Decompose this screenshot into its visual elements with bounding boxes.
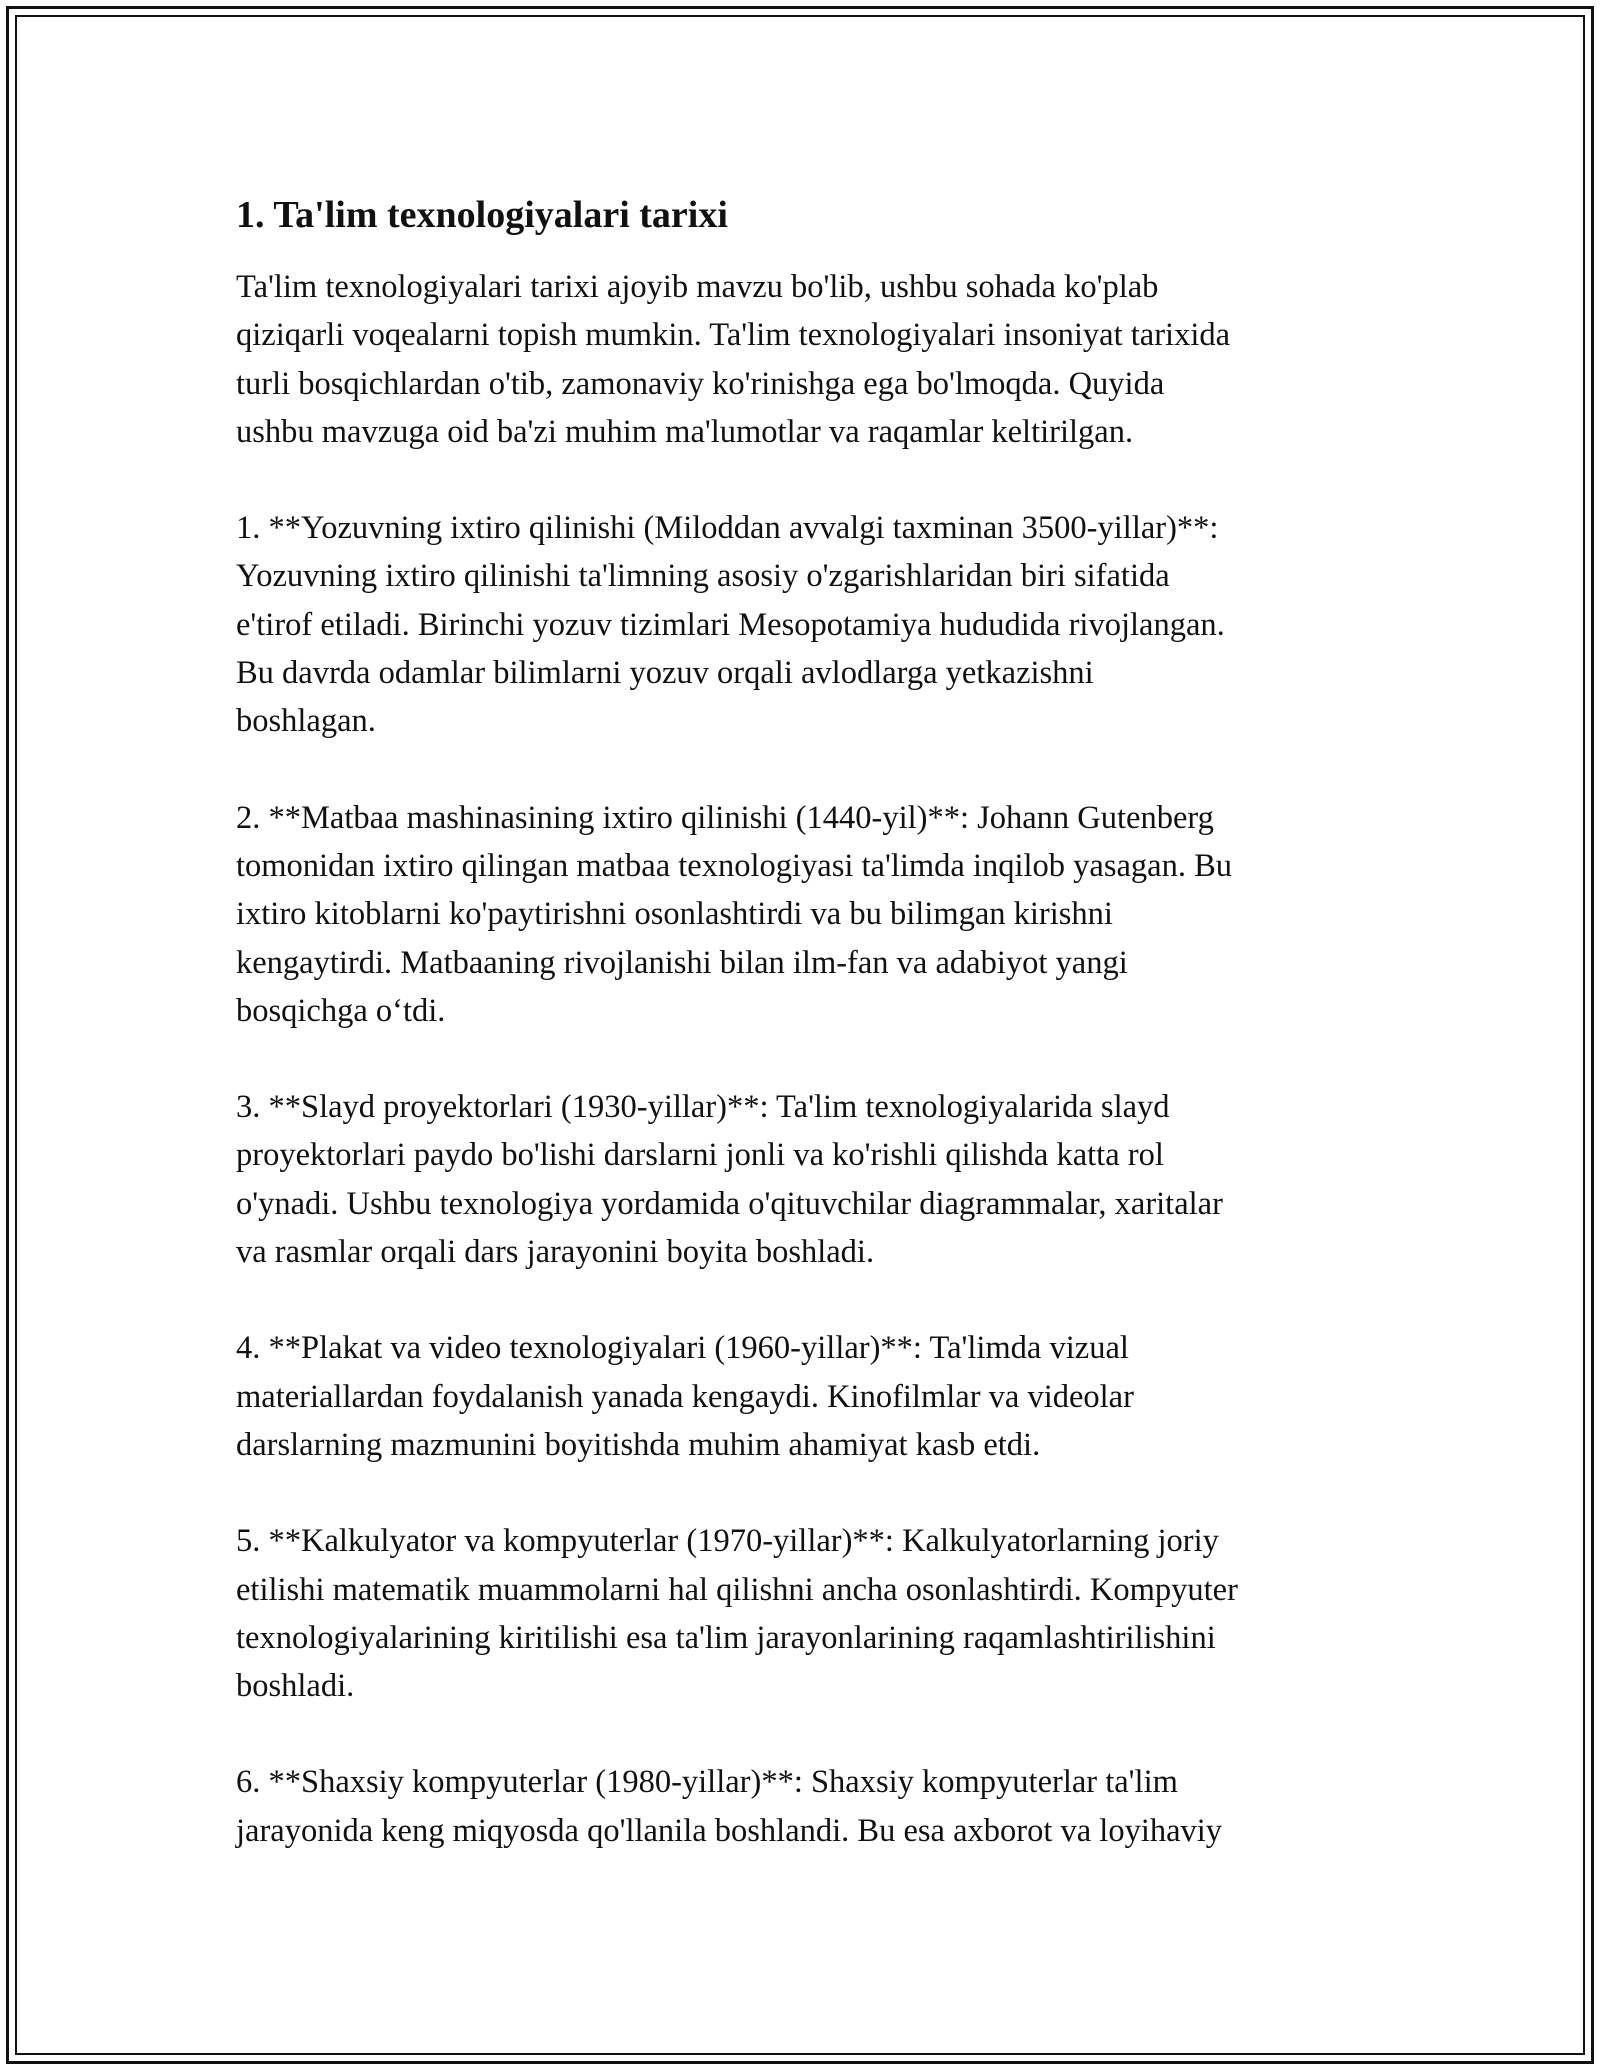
document-body [236,185,1376,1855]
list-item-calculators-computers: 5. **Kalkulyator va kompyuterlar (1970-yillar)**: Kalkulyatorlarning joriy etilishi matematik muammolarni hal qilishni ancha osonlashtirdi. Kompyuter texnologiyalarining kiritilishi esa ta'lim jarayonlarining raqamlashtirilishini boshladi. [236,1523,1238,1705]
document-title: 1. Ta'lim texnologiyalari tarixi [236,194,728,236]
list-item-personal-computers: 6. **Shaxsiy kompyuterlar (1980-yillar)**: Shaxsiy kompyuterlar ta'lim jarayonida keng miqyosda qo'llanila boshlandi. Bu esa axborot va loyihaviy [236,1764,1223,1849]
list-item-slide-projectors: 3. **Slayd proyektorlari (1930-yillar)**: Ta'lim texnologiyalarida slayd proyektorlari paydo bo'lishi darslarni jonli va ko'rishli qilishda katta rol o'ynadi. Ushbu texnologiya yordamida o'qituvchilar diagrammalar, xaritalar va rasmlar orqali dars jarayonini boyita boshladi. [236,1089,1223,1271]
list-item-writing: 1. **Yozuvning ixtiro qilinishi (Miloddan avvalgi taxminan 3500-yillar)**: Yozuvning ixtiro qilinishi ta'limning asosiy o'zgarishlaridan biri sifatida e'tirof etiladi. Birinchi yozuv tizimlari Mesopotamiya hududida rivojlangan. Bu davrda odamlar bilimlarni yozuv orqali avlodlarga yetkazishni boshlagan. [236,510,1225,740]
intro-paragraph: Ta'lim texnologiyalari tarixi ajoyib mavzu bo'lib, ushbu sohada ko'plab qiziqarli voqealarni topish mumkin. Ta'lim texnologiyalari insoniyat tarixida turli bosqichlardan o'tib, zamonaviy ko'rinishga ega bo'lmoqda. Quyida ushbu mavzuga oid ba'zi muhim ma'lumotlar va raqamlar keltirilgan. [236,269,1231,450]
list-item-poster-video: 4. **Plakat va video texnologiyalari (1960-yillar)**: Ta'limda vizual materiallardan foydalanish yanada kengaydi. Kinofilmlar va videolar darslarning mazmunini boyitishda muhim ahamiyat kasb etdi. [236,1330,1134,1463]
list-item-printing-press: 2. **Matbaa mashinasining ixtiro qilinishi (1440-yil)**: Johann Gutenberg tomonidan ixtiro qilingan matbaa texnologiyasi ta'limda inqilob yasagan. Bu ixtiro kitoblarni ko'paytirishni osonlashtirdi va bu bilimgan kirishni kengaytirdi. Matbaaning rivojlanishi bilan ilm-fan va adabiyot yangi bosqichga o‘tdi. [236,799,1233,1029]
